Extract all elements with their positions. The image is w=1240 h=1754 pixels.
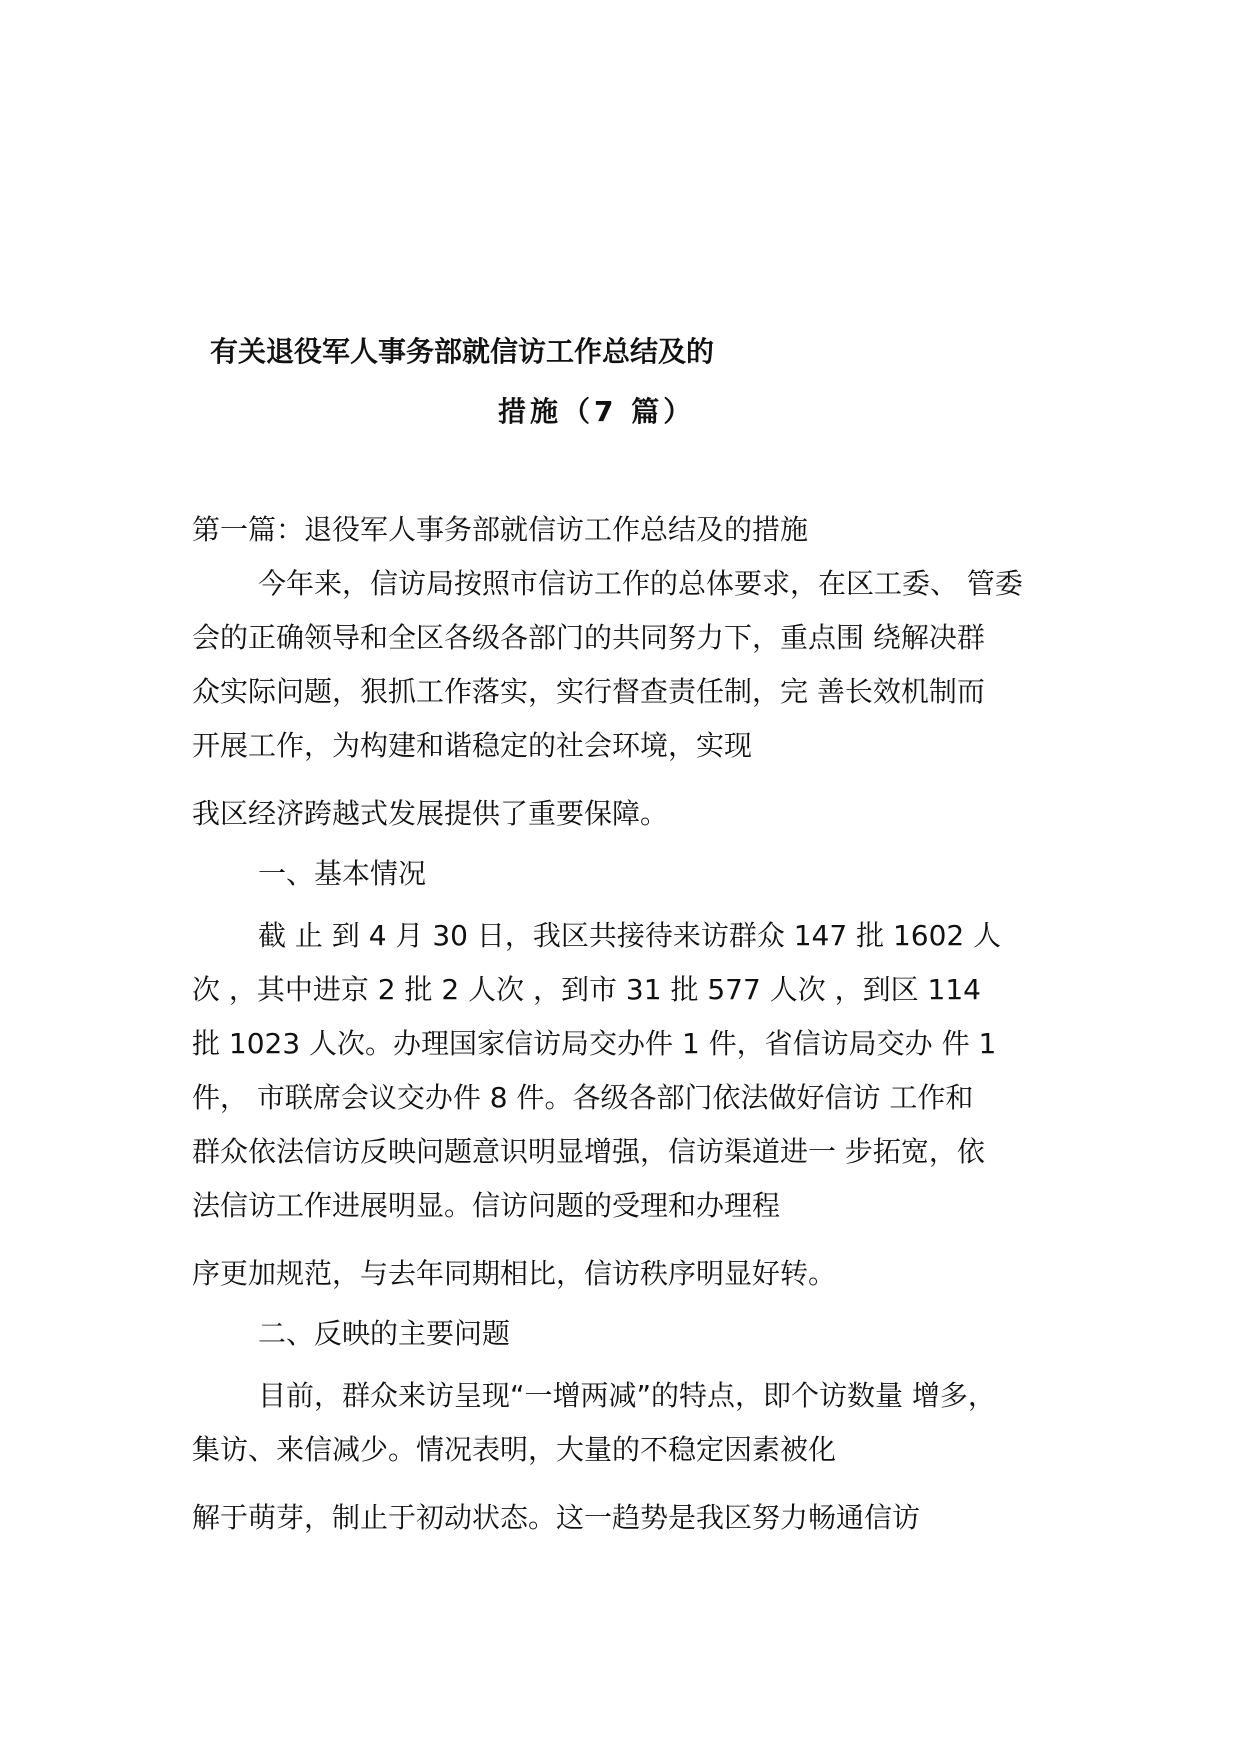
paragraph-line: 法信访工作进展明显。信访问题的受理和办理程: [192, 1189, 781, 1222]
paragraph-line: 件， 市联席会议交办件 8 件。各级各部门依法做好信访 工作和: [192, 1081, 974, 1114]
paragraph-line: 会的正确领导和全区各级各部门的共同努力下，重点围 绕解决群: [192, 621, 985, 654]
paragraph-line: 今年来，信访局按照市信访工作的总体要求，在区工委、 管委: [258, 567, 1023, 600]
paragraph-line: 次 ，其中进京 2 批 2 人次 ，到市 31 批 577 人次 ，到区 114: [192, 973, 981, 1006]
section-heading: 第一篇：退役军人事务部就信访工作总结及的措施: [192, 513, 809, 546]
document-title-line-2: 措施（7 篇）: [498, 395, 696, 428]
paragraph-line: 截 止 到 4 月 30 日，我区共接待来访群众 147 批 1602 人: [258, 919, 1002, 952]
paragraph-line: 我区经济跨越式发展提供了重要保障。: [192, 797, 669, 830]
paragraph-line: 序更加规范，与去年同期相比，信访秩序明显好转。: [192, 1257, 837, 1290]
document-title-line-1: 有关退役军人事务部就信访工作总结及的: [210, 335, 715, 368]
paragraph-line: 目前，群众来访呈现“一增两减”的特点，即个访数量 增多，: [258, 1379, 996, 1412]
paragraph-line: 众实际问题，狠抓工作落实，实行督查责任制，完 善长效机制而: [192, 675, 985, 708]
paragraph-line: 群众依法信访反映问题意识明显增强，信访渠道进一 步拓宽，依: [192, 1135, 985, 1168]
subheading-main-issues: 二、反映的主要问题: [258, 1317, 511, 1350]
paragraph-line: 集访、来信减少。情况表明，大量的不稳定因素被化: [192, 1433, 837, 1466]
paragraph-line: 开展工作，为构建和谐稳定的社会环境，实现: [192, 729, 753, 762]
subheading-basic-situation: 一、基本情况: [258, 857, 427, 890]
paragraph-line: 解于萌芽，制止于初动状态。这一趋势是我区努力畅通信访: [192, 1501, 921, 1534]
paragraph-line: 批 1023 人次。办理国家信访局交办件 1 件，省信访局交办 件 1: [192, 1027, 997, 1060]
